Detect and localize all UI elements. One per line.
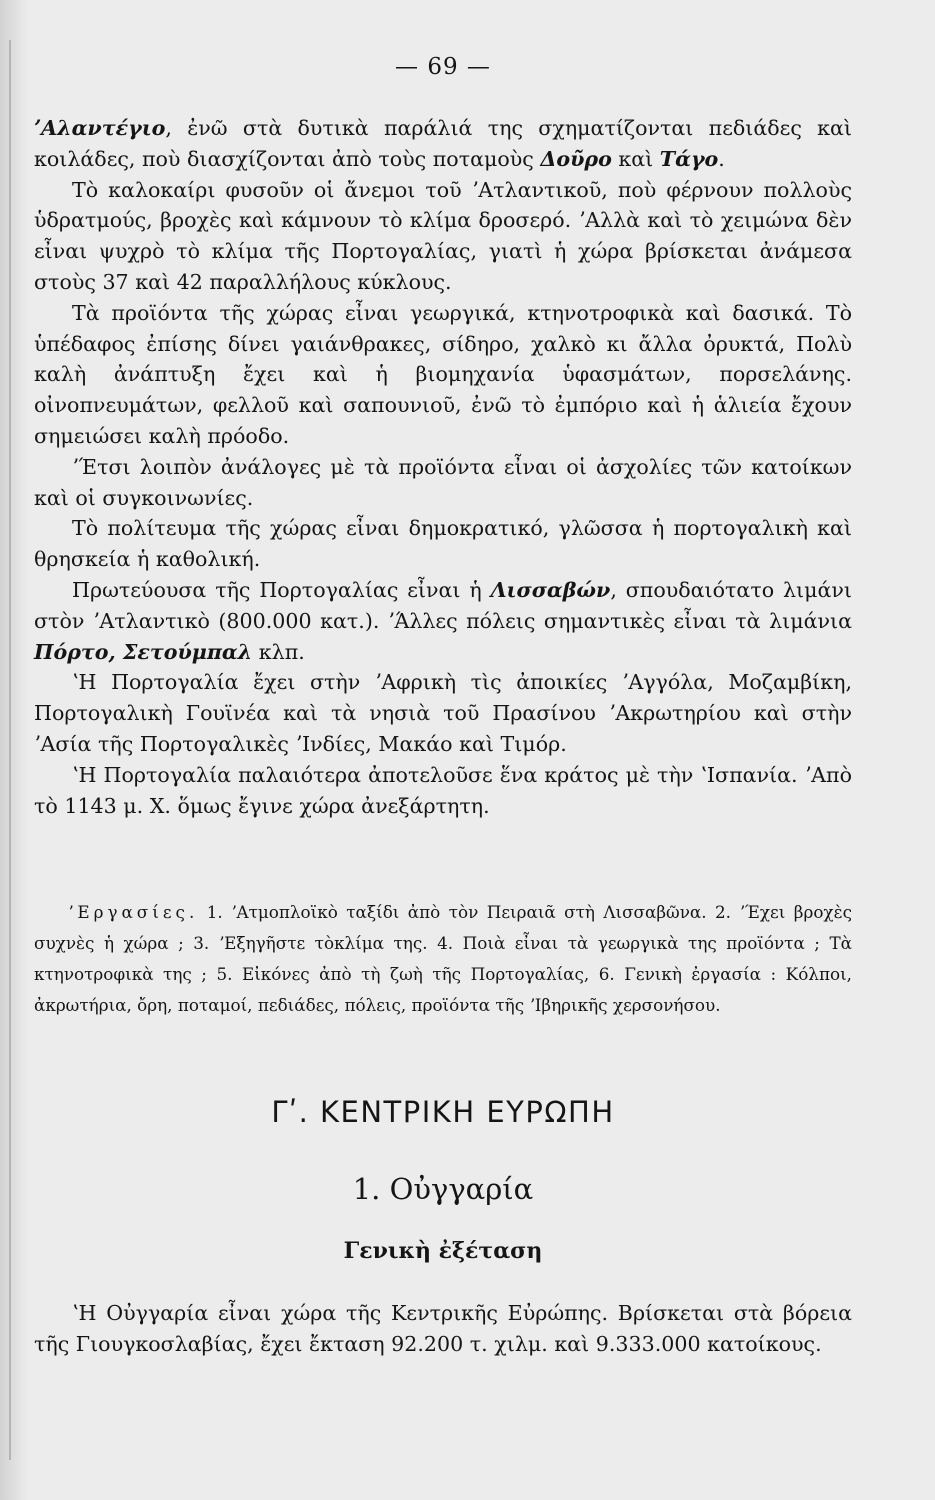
paragraph-text: , ἐνῶ στὰ δυτικὰ παράλιά της σχηματίζονται πεδιάδες καὶ κοιλάδες, ποὺ διασχίζονται ἀπὸ τοὺς ποταμοὺς xyxy=(34,116,852,171)
page-gutter xyxy=(0,0,28,1500)
paragraph-text: . xyxy=(718,146,725,171)
paragraph-text: καὶ xyxy=(611,146,660,171)
paragraph-text: , σπουδαιότατο λιμάνι στὸν ʼΑτλαντικὸ (800.000 κατ.). ʼΆλλες πόλεις σημαντικὲς εἶναι τὰ λιμάνια xyxy=(34,577,852,633)
country-heading: 1. Οὐγγαρία xyxy=(352,1172,534,1206)
paragraph-text: Πρωτεύουσα τῆς Πορτογαλίας εἶναι ἡ xyxy=(72,577,491,602)
river-name: Δοῦρο xyxy=(540,146,612,171)
final-paragraph: ʽΗ Οὐγγαρία εἶναι χώρα τῆς Κεντρικῆς Εὐρώπης. Βρίσκεται στὰ βόρεια τῆς Γιουγκοσλαβίας, ἔχει ἔκταση 92.200 τ. χιλμ. καὶ 9.333.000 κατοίκους. xyxy=(34,1301,852,1356)
port-names: Πόρτο, Σετούμπαλ xyxy=(34,639,253,664)
place-name: ʼΑλαντέγιο xyxy=(34,116,166,140)
paragraph-5: Τὸ πολίτευμα τῆς χώρας εἶναι δημοκρατικό, γλῶσσα ἡ πορτογαλικὴ καὶ θρησκεία ἡ καθολική. xyxy=(34,516,852,572)
section-heading: Γʹ. ΚΕΝΤΡΙΚΗ ΕΥΡΩΠΗ xyxy=(271,1095,615,1129)
exercises-label: ʼΕργασίες. xyxy=(68,902,199,922)
book-page xyxy=(34,0,852,1500)
paragraph-8: ʽΗ Πορτογαλία παλαιότερα ἀποτελοῦσε ἕνα κράτος μὲ τὴν ʽΙσπανία. ʼΑπὸ τὸ 1143 μ. Χ. ὅμως ἔγινε χώρα ἀνεξάρτητη. xyxy=(34,762,852,818)
paragraph-6 xyxy=(34,575,852,667)
paragraph-3: Τὰ προϊόντα τῆς χώρας εἶναι γεωργικά, κτηνοτροφικὰ καὶ δασικά. Τὸ ὑπέδαφος ἐπίσης δίνει γαιάνθρακες, σίδηρο, χαλκὸ κι ἄλλα ὀρυκτά, Πολὺ καλὴ ἀνάπτυξη ἔχει καὶ ἡ βιομηχανία ὑφασμάτων, πορσελάνης. οἰνοπνευμάτων, φελλοῦ καὶ σαπουνιοῦ, ἐνῶ τὸ ἐμπόριο καὶ ἡ ἁλιεία ἔχουν σημειώσει καλὴ πρόοδο. xyxy=(34,300,852,448)
paragraph-4: ʼΈτσι λοιπὸν ἀνάλογες μὲ τὰ προϊόντα εἶναι οἱ ἀσχολίες τῶν κατοίκων καὶ οἱ συγκοινωνίες. xyxy=(34,454,852,510)
exercises-paragraph xyxy=(34,897,852,1021)
paragraph-text: κλπ. xyxy=(252,639,305,664)
capital-name: Λισσαβών xyxy=(490,577,611,602)
paragraph-7: ʽΗ Πορτογαλία ἔχει στὴν ʼΑφρικὴ τὶς ἀποικίες ʼΑγγόλα, Μοζαμβίκη, Πορτογαλικὴ Γουϊνέα καὶ τὰ νησιὰ τοῦ Πρασίνου ʼΑκρωτηρίου καὶ στὴν ʼΑσία τῆς Πορτογαλικὲς ʼΙνδίες, Μακάο καὶ Τιμόρ. xyxy=(34,670,852,756)
exercises-text: 1. ʼΑτμοπλοϊκὸ ταξίδι ἀπὸ τὸν Πειραιᾶ στὴ Λισσαβῶνα. 2. ʼΈχει βροχὲς συχνὲς ἡ χώρα ; 3. ʼΕξηγῆστε τὸκλίμα της. 4. Ποιὰ εἶναι τὰ γεωργικὰ της προϊόντα ; Τὰ κτηνοτροφικὰ της ; 5. Εἰκόνες ἀπὸ τὴ ζωὴ τῆς Πορτογαλίας, 6. Γενικὴ ἐργασία : Κόλποι, ἀκρωτήρια, ὄρη, ποταμοί, πεδιάδες, πόλεις, προϊόντα τῆς ʼΙβηρικῆς χερσονήσου. xyxy=(34,902,852,1015)
river-name: Τάγο xyxy=(659,146,719,171)
overview-heading: Γενικὴ ἐξέταση xyxy=(343,1238,543,1264)
paragraph-1 xyxy=(34,113,852,175)
body-text xyxy=(34,113,852,821)
binding-edge xyxy=(9,40,11,1460)
exercises-block xyxy=(34,897,852,1021)
final-text xyxy=(34,1298,852,1360)
page-number: — 69 — xyxy=(395,54,491,80)
paragraph-2: Τὸ καλοκαίρι φυσοῦν οἱ ἄνεμοι τοῦ ʼΑτλαντικοῦ, ποὺ φέρνουν πολλοὺς ὑδρατμούς, βροχὲς καὶ κάμνουν τὸ κλίμα δροσερό. ʼΑλλὰ καὶ τὸ χειμώνα δὲν εἶναι ψυχρὸ τὸ κλίμα τῆς Πορτογαλίας, γιατὶ ἡ χώρα βρίσκεται ἀνάμεσα στοὺς 37 καὶ 42 παραλλήλους κύκλους. xyxy=(34,177,852,294)
